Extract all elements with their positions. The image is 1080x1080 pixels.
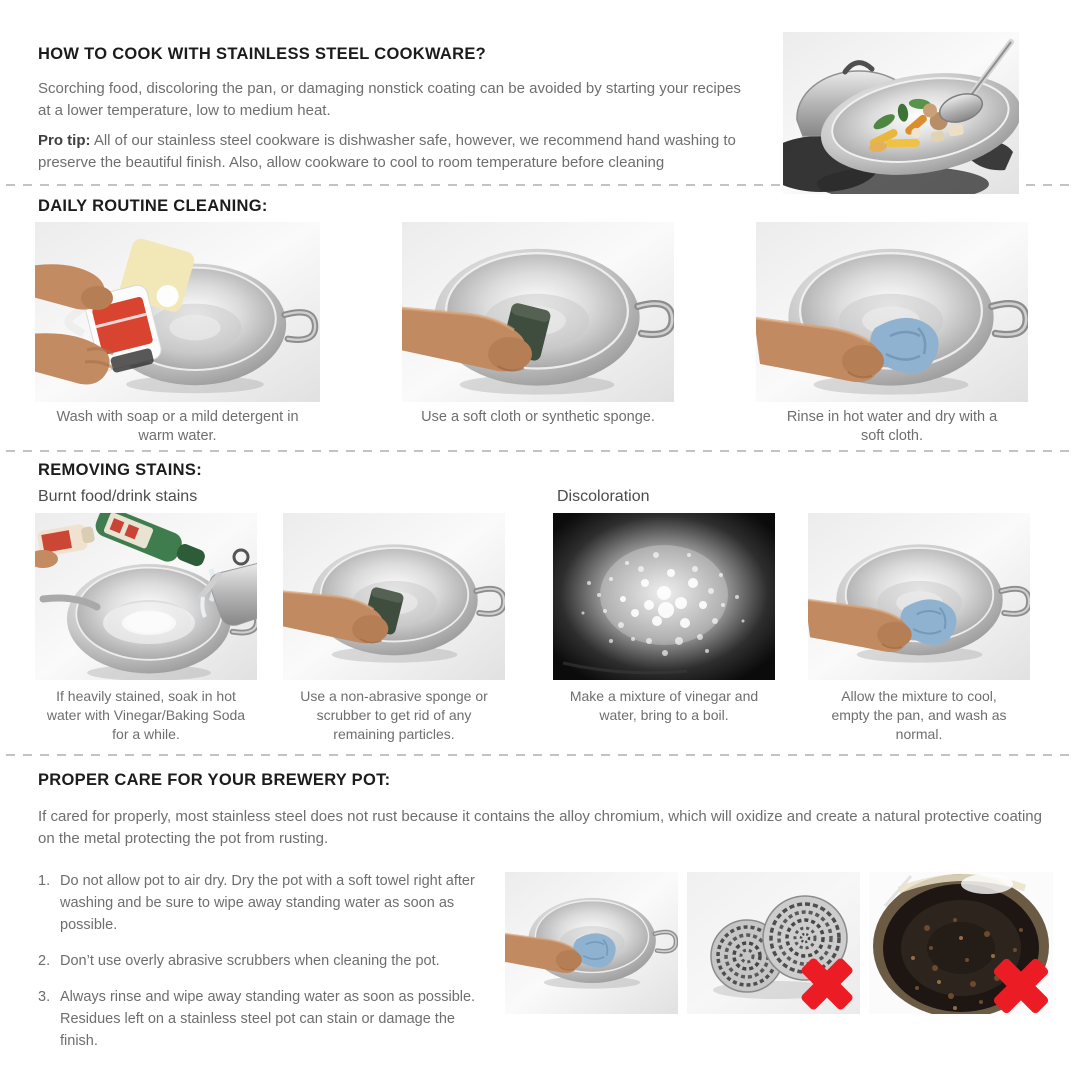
cook-paragraph: Scorching food, discoloring the pan, or damaging nonstick coating can be avoided by starting your recipes at a lower temperature, low to medium heat. — [38, 80, 741, 119]
pro-tip-label: Pro tip: — [38, 132, 91, 149]
section-title: PROPER CARE FOR YOUR BREWERY POT: — [38, 771, 391, 789]
step-caption: Use a soft cloth or synthetic sponge. — [421, 409, 655, 425]
list-item — [38, 986, 492, 1052]
burnt-pan-prohibited-photo — [869, 872, 1053, 1014]
care-tips-list — [38, 870, 492, 1066]
spray-detergent-pan-illustration — [35, 222, 320, 402]
section-title: HOW TO COOK WITH STAINLESS STEEL COOKWARE? — [38, 45, 487, 63]
care-images-row — [496, 872, 1053, 1066]
step-caption: Rinse in hot water and dry with a soft cloth. — [786, 409, 998, 444]
step-caption: Wash with soap or a mild detergent in warm water. — [56, 409, 299, 444]
list-item-text: Do not allow pot to air dry. Dry the pot with a soft towel right after washing and be sure to wipe away standing water as soon as possible. — [60, 873, 475, 933]
vinegar-pour-pan-illustration — [35, 513, 257, 680]
wipe-cloth-pan-illustration — [808, 513, 1030, 680]
list-item-text: Don’t use overly abrasive scrubbers when cleaning the pot. — [60, 953, 440, 969]
list-item-number: 3. — [38, 989, 51, 1005]
section-how-to-cook — [0, 0, 1080, 184]
steel-wool-prohibited-photo — [687, 872, 860, 1014]
list-item-text: Always rinse and wipe away standing water as soon as possible. Residues left on a stainless steel pot can stain or damage the finish. — [60, 989, 476, 1049]
step-caption: Allow the mixture to cool, empty the pan, and wash as normal. — [831, 688, 1007, 742]
dry-pan-towel-photo — [505, 872, 678, 1014]
care-paragraph: If cared for properly, most stainless steel does not rust because it contains the alloy chromium, which will oxidize and create a natural protective coating on the metal protecting the pot from rusting. — [38, 808, 1042, 847]
boiling-vinegar-water-photo — [553, 513, 775, 744]
wipe-cloth-pan-photo — [808, 513, 1030, 744]
section-removing-stains — [0, 452, 1080, 744]
list-item — [38, 870, 492, 936]
green-sponge-pan-illustration — [402, 222, 674, 402]
list-item — [38, 950, 492, 972]
list-item-number: 2. — [38, 953, 51, 969]
burnt-pan-illustration — [869, 872, 1053, 1014]
spray-detergent-pan-photo — [35, 222, 320, 446]
green-sponge-pan-photo — [402, 222, 674, 446]
step-caption: If heavily stained, soak in hot water with Vinegar/Baking Soda for a while. — [46, 688, 246, 742]
subheading-discoloration: Discoloration — [557, 488, 650, 505]
pro-tip-paragraph — [38, 130, 743, 174]
stain-subheadings — [38, 487, 1080, 507]
wok-stirfry-photo — [783, 32, 1019, 194]
step-caption: Make a mixture of vinegar and water, bring to a boil. — [569, 688, 759, 723]
section-daily-cleaning — [0, 186, 1080, 446]
scrub-sponge-pan-photo — [283, 513, 505, 744]
list-item-number: 1. — [38, 873, 51, 889]
blue-cloth-pan-illustration — [756, 222, 1028, 402]
boiling-mixture-illustration — [553, 513, 775, 680]
stain-steps-row — [0, 513, 1080, 744]
step-caption: Use a non-abrasive sponge or scrubber to get rid of any remaining particles. — [300, 688, 488, 742]
steel-wool-illustration — [687, 872, 860, 1014]
section-title: REMOVING STAINS: — [38, 461, 202, 479]
section-title: DAILY ROUTINE CLEANING: — [38, 197, 268, 215]
wok-stirfry-illustration — [783, 32, 1019, 194]
blue-cloth-pan-photo — [756, 222, 1028, 446]
pro-tip-text: All of our stainless steel cookware is dishwasher safe, however, we recommend hand washing to preserve the beautiful finish. Also, allow cookware to cool to room temperature before cleaning — [38, 132, 736, 171]
section-proper-care — [0, 756, 1080, 1066]
daily-steps-row — [0, 222, 1080, 446]
care-bottom-row — [38, 870, 1042, 1066]
scrub-sponge-pan-illustration — [283, 513, 505, 680]
subheading-burnt-stains: Burnt food/drink stains — [38, 488, 198, 505]
dry-pan-towel-illustration — [505, 872, 678, 1014]
vinegar-pour-pan-photo — [35, 513, 257, 744]
